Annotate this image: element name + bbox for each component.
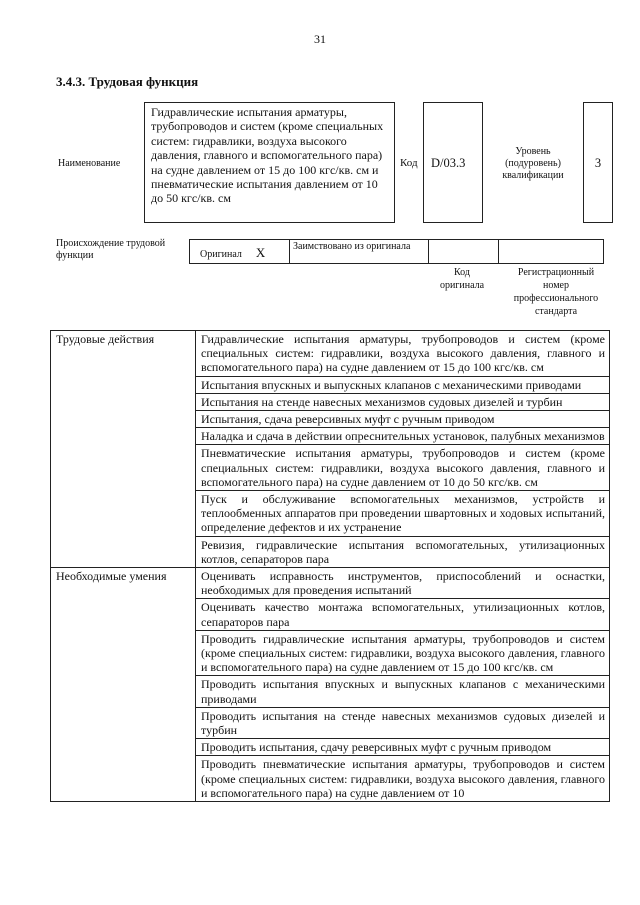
- item-cell: Проводить гидравлические испытания арматуры, трубопроводов и систем (кроме специальных систем: гидравлики, воздуха высокого давления, главного и вспомогательного пара) на судне давлением от 15 до 100 кгс/кв. см: [196, 630, 610, 676]
- item-cell: Пневматические испытания арматуры, трубопроводов и систем (кроме специальных систем: гидравлики, воздуха высокого давления, главного и вспомогательного пара) на судне давлением от 10 до 50 кгс/кв. см: [196, 445, 610, 491]
- table-row: [51, 331, 610, 377]
- item-cell: Проводить испытания, сдачу реверсивных муфт с ручным приводом: [196, 739, 610, 756]
- origin-row: [189, 239, 604, 264]
- code-original-cell: [429, 239, 499, 264]
- item-cell: Испытания впускных и выпускных клапанов с механическими приводами: [196, 376, 610, 393]
- qualification-level-label: Уровень (подуровень) квалификации: [502, 146, 564, 181]
- code-label: Код: [400, 157, 418, 169]
- qualification-level-box: 3: [583, 102, 613, 223]
- registration-number-label: Регистрационный номер профессионального стандарта: [513, 267, 599, 317]
- item-cell: Наладка и сдача в действии опреснительных установок, палубных механизмов: [196, 428, 610, 445]
- item-cell: Проводить пневматические испытания арматуры, трубопроводов и систем (кроме специальных систем: гидравлики, воздуха высокого давления, главного и вспомогательного пара) на судне давлением от 10: [196, 756, 610, 802]
- function-details-table: [50, 330, 610, 802]
- section-heading: 3.4.3. Трудовая функция: [56, 74, 199, 89]
- item-cell: Гидравлические испытания арматуры, трубопроводов и систем (кроме специальных систем: гидравлики, воздуха высокого давления, главного и вспомогательного пара) на судне давлением от 15 до 100 кгс/кв. см: [196, 331, 610, 377]
- registration-number-cell: [499, 239, 604, 264]
- function-name-box: Гидравлические испытания арматуры, трубопроводов и систем (кроме специальных систем: гидравлики, воздуха высокого давления, главного и вспомогательного пара) на судне давлением от 15 до 100 кгс/кв. см и пневматические испытания давлением от 10 до 50 кгс/кв. см: [144, 102, 395, 223]
- original-cell: [189, 239, 290, 264]
- original-mark: X: [255, 245, 266, 260]
- page-number: 31: [314, 32, 326, 46]
- item-cell: Проводить испытания на стенде навесных механизмов судовых дизелей и турбин: [196, 707, 610, 738]
- code-original-label: Код оригинала: [439, 267, 485, 291]
- item-cell: Ревизия, гидравлические испытания вспомогательных, утилизационных котлов, сепараторов пара: [196, 536, 610, 567]
- category-cell: Трудовые действия: [51, 331, 196, 568]
- table-row: [51, 568, 610, 599]
- code-value-box: D/03.3: [423, 102, 483, 223]
- borrowed-cell: Заимствовано из оригинала: [290, 239, 429, 264]
- item-cell: Испытания, сдача реверсивных муфт с ручным приводом: [196, 411, 610, 428]
- item-cell: Пуск и обслуживание вспомогательных механизмов, устройств и теплообменных аппаратов при проведении швартовных и ходовых испытаний, определение дефектов и их устранение: [196, 491, 610, 537]
- item-cell: Проводить испытания впускных и выпускных клапанов с механическими приводами: [196, 676, 610, 707]
- original-label: Оригинал: [200, 249, 242, 260]
- origin-label: Происхождение трудовой функции: [56, 238, 166, 261]
- item-cell: Испытания на стенде навесных механизмов судовых дизелей и турбин: [196, 393, 610, 410]
- item-cell: Оценивать исправность инструментов, приспособлений и оснастки, необходимых для проведения испытаний: [196, 568, 610, 599]
- item-cell: Оценивать качество монтажа вспомогательных, утилизационных котлов, сепараторов пара: [196, 599, 610, 630]
- category-cell: Необходимые умения: [51, 568, 196, 802]
- name-label: Наименование: [58, 158, 121, 169]
